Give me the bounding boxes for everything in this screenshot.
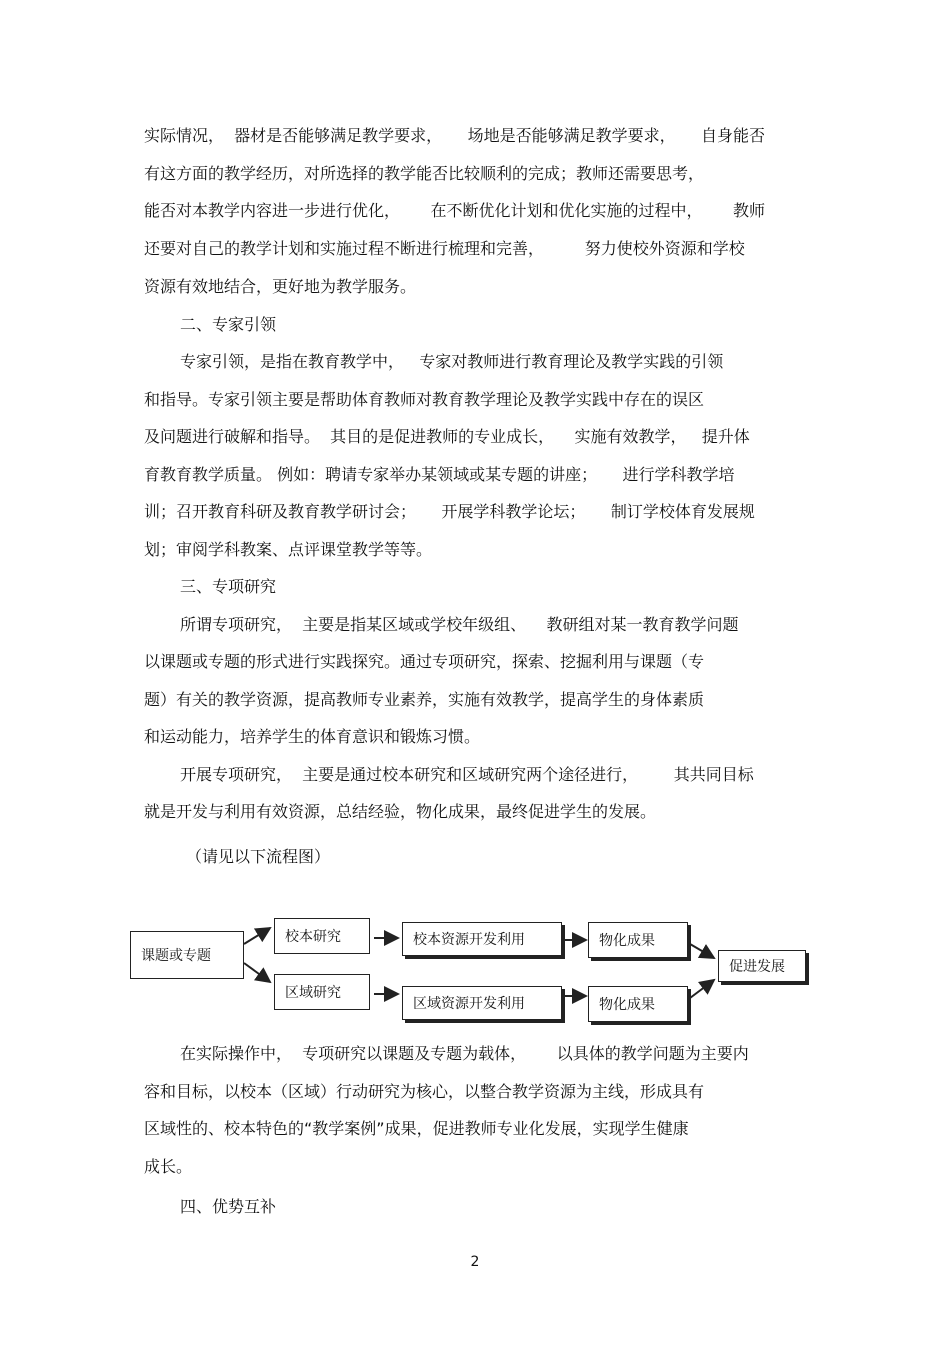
text-line: 区域性的、校本特色的“教学案例”成果，促进教师专业化发展，实现学生健康 bbox=[144, 1119, 689, 1138]
text-line: 和运动能力，培养学生的体育意识和锻炼习惯。 bbox=[144, 727, 481, 746]
section-heading-4: 四、优势互补 bbox=[180, 1197, 277, 1216]
flow-box-result-1: 物化成果 bbox=[588, 922, 688, 958]
flow-box-region-research: 区域研究 bbox=[274, 974, 370, 1010]
text-line: 开展专项研究， 主要是通过校本研究和区域研究两个途径进行， 其共同目标 bbox=[180, 765, 754, 784]
text-line: 育教育教学质量。 例如：聘请专家举办某领域或某专题的讲座； 进行学科教学培 bbox=[144, 465, 735, 484]
text-line: 训；召开教育科研及教育教学研讨会； 开展学科教学论坛； 制订学校体育发展规 bbox=[144, 502, 755, 521]
text-line: 容和目标，以校本（区域）行动研究为核心，以整合教学资源为主线，形成具有 bbox=[144, 1082, 705, 1101]
text-line: 有这方面的教学经历，对所选择的教学能否比较顺利的完成；教师还需要思考， bbox=[144, 164, 705, 183]
text-line: 以课题或专题的形式进行实践探究。通过专项研究，探索、挖掘利用与课题（专 bbox=[144, 652, 705, 671]
flow-box-region-resource: 区域资源开发利用 bbox=[402, 986, 562, 1020]
section-heading-2: 二、专家引领 bbox=[180, 315, 277, 334]
text-line: 所谓专项研究， 主要是指某区域或学校年级组、 教研组对某一教育教学问题 bbox=[180, 615, 739, 634]
arrow bbox=[690, 944, 714, 958]
flowchart-note: （请见以下流程图） bbox=[186, 847, 331, 866]
text-line: 和指导。专家引领主要是帮助体育教师对教育教学理论及教学实践中存在的误区 bbox=[144, 390, 705, 409]
text-line: 能否对本教学内容进一步进行优化， 在不断优化计划和优化实施的过程中， 教师 bbox=[144, 201, 766, 220]
text-line: 还要对自己的教学计划和实施过程不断进行梳理和完善， 努力使校外资源和学校 bbox=[144, 239, 745, 258]
text-line: 专家引领，是指在教育教学中， 专家对教师进行教育理论及教学实践的引领 bbox=[180, 352, 724, 371]
flow-box-result-2: 物化成果 bbox=[588, 986, 688, 1022]
text-line: 在实际操作中， 专项研究以课题及专题为载体， 以具体的教学问题为主要内 bbox=[180, 1044, 749, 1063]
flow-box-school-research: 校本研究 bbox=[274, 918, 370, 954]
text-line: 划；审阅学科教案、点评课堂教学等等。 bbox=[144, 540, 433, 559]
section-heading-3: 三、专项研究 bbox=[180, 577, 277, 596]
arrow bbox=[244, 963, 270, 982]
text-line: 题）有关的教学资源，提高教师专业素养，实施有效教学，提高学生的身体素质 bbox=[144, 690, 705, 709]
text-line: 实际情况， 器材是否能够满足教学要求， 场地是否能够满足教学要求， 自身能否 bbox=[144, 126, 766, 145]
text-line: 资源有效地结合，更好地为教学服务。 bbox=[144, 277, 417, 296]
page-number: 2 bbox=[470, 1254, 480, 1270]
flow-box-school-resource: 校本资源开发利用 bbox=[402, 922, 562, 956]
flow-box-end: 促进发展 bbox=[718, 950, 806, 982]
text-line: 及问题进行破解和指导。 其目的是促进教师的专业成长， 实施有效教学， 提升体 bbox=[144, 427, 750, 446]
arrow bbox=[244, 928, 270, 944]
text-line: 成长。 bbox=[144, 1157, 193, 1176]
flow-box-start: 课题或专题 bbox=[130, 931, 244, 979]
text-line: 就是开发与利用有效资源，总结经验，物化成果，最终促进学生的发展。 bbox=[144, 802, 657, 821]
arrow bbox=[690, 980, 714, 998]
